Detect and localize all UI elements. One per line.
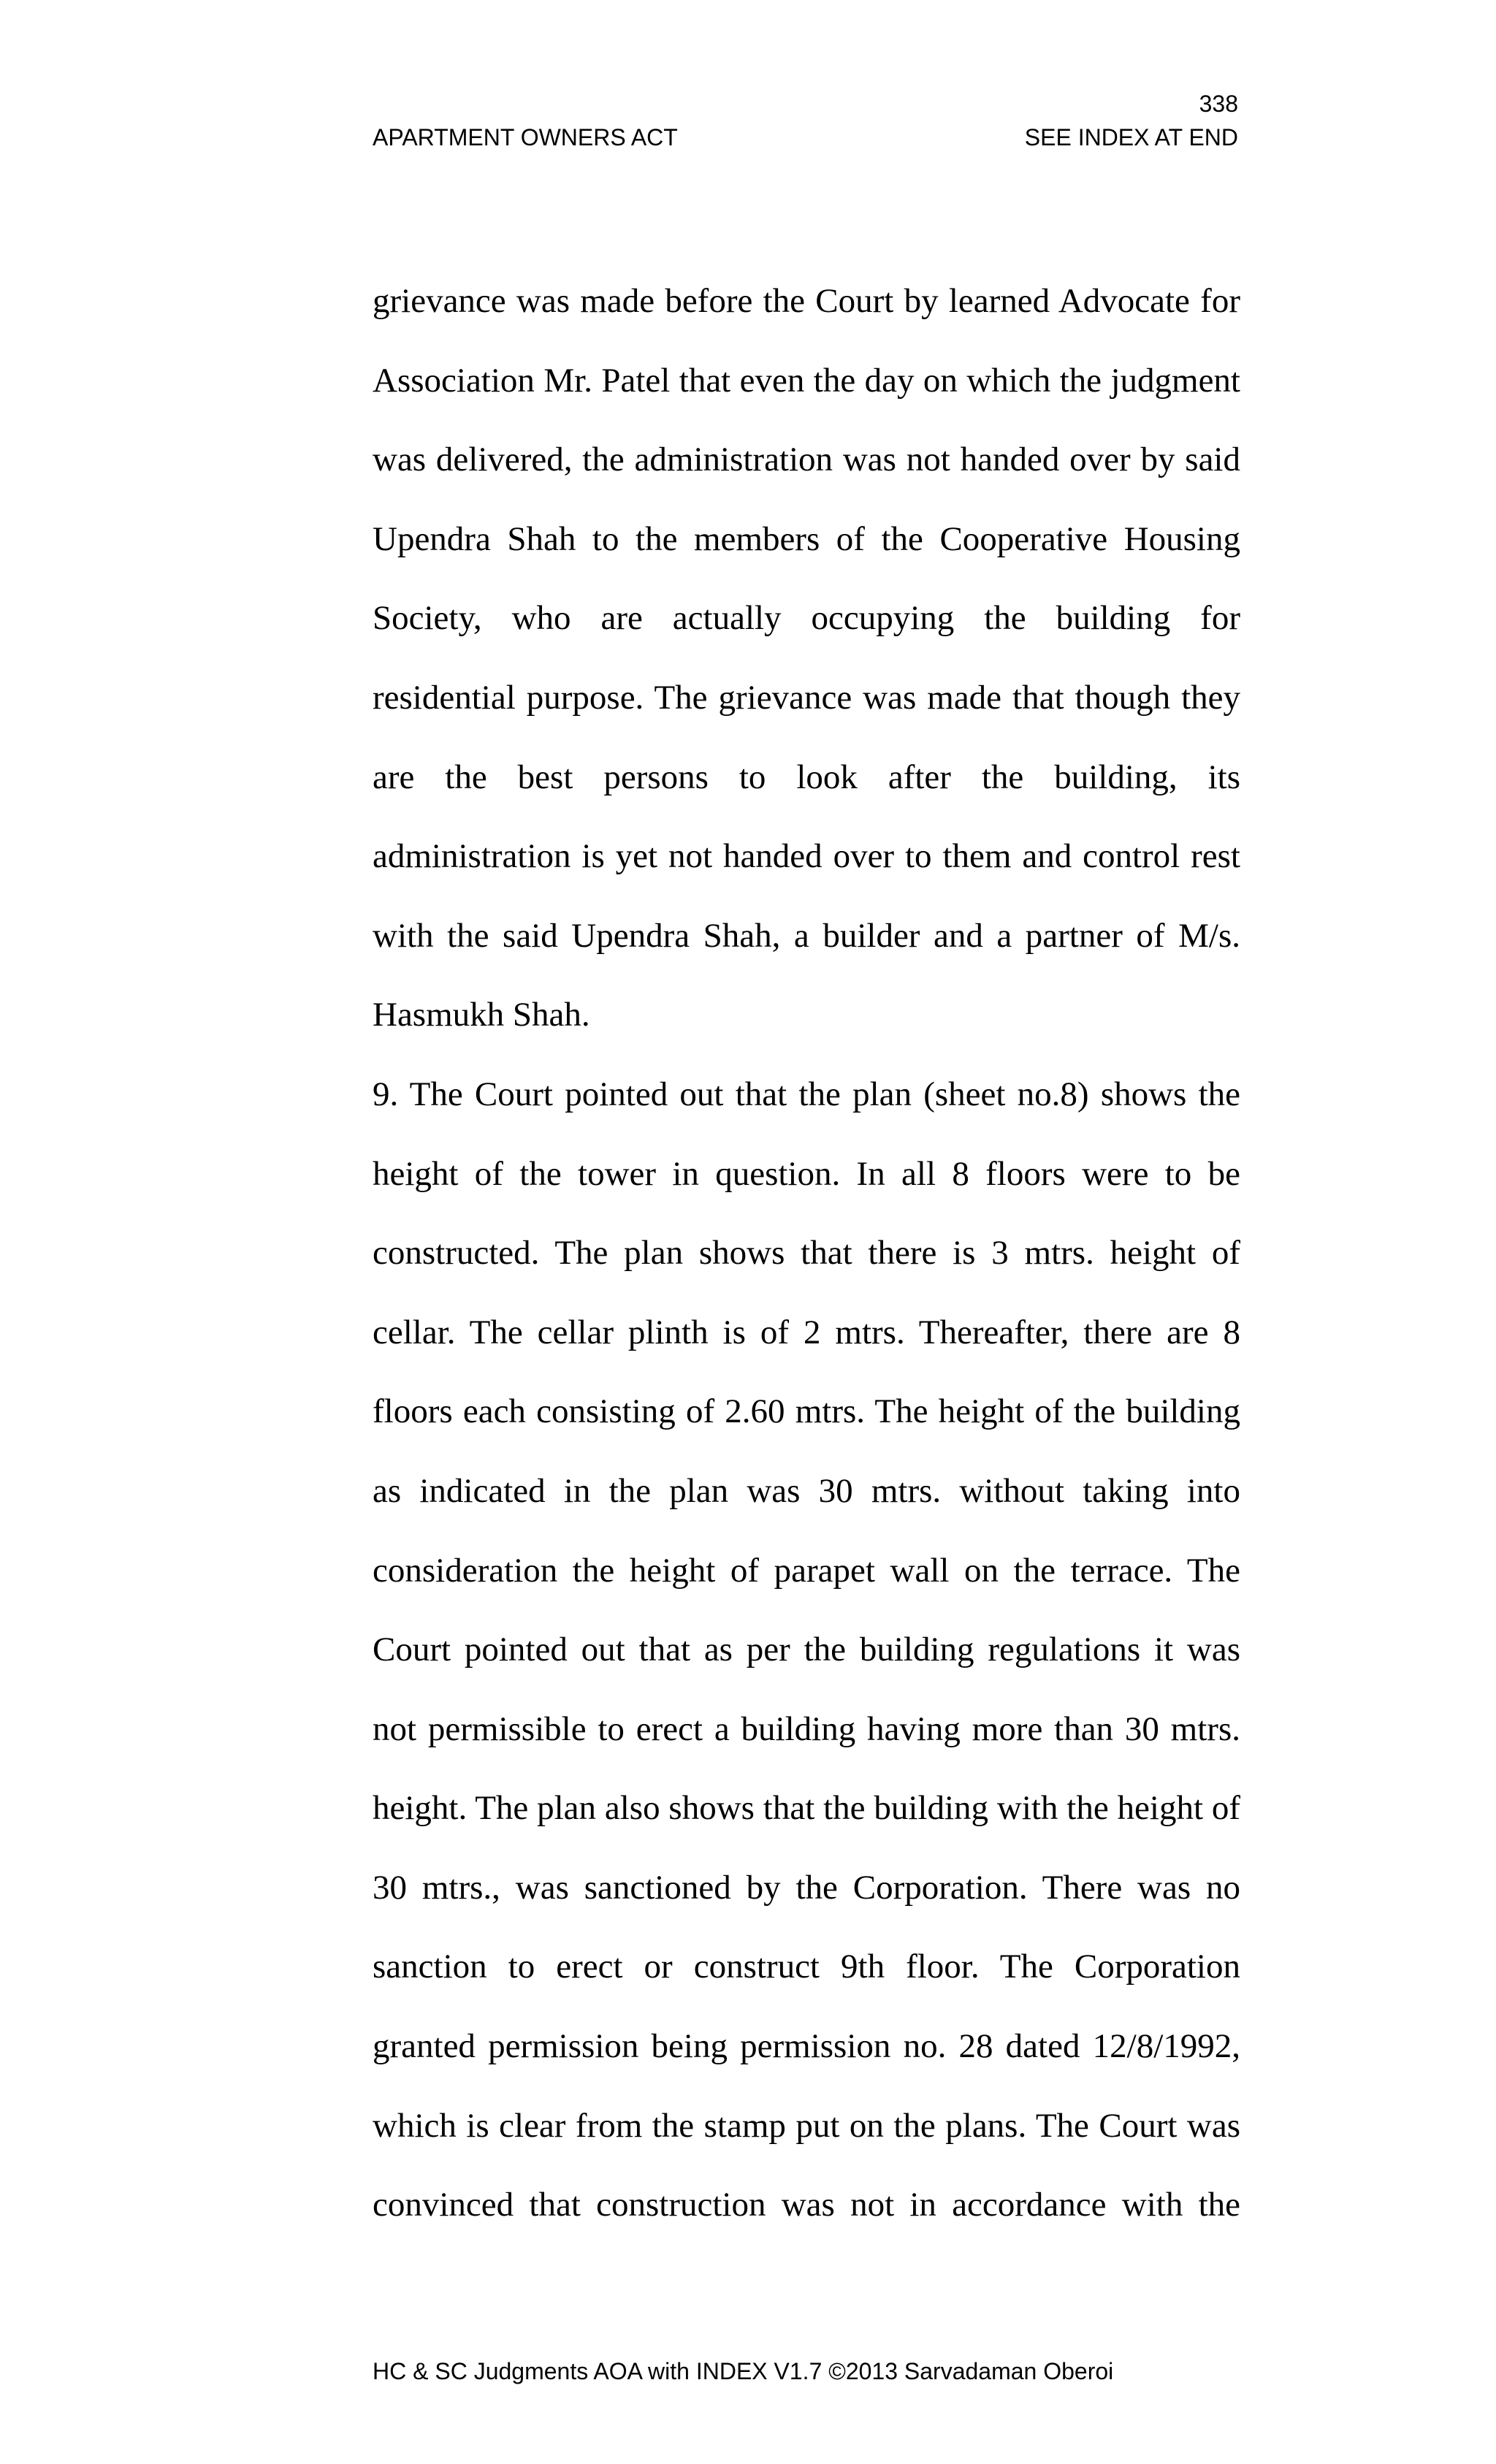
page-footer: HC & SC Judgments AOA with INDEX V1.7 ©2013 Sarvadaman Oberoi	[373, 2358, 1114, 2384]
running-header-title: APARTMENT OWNERS ACT	[373, 124, 678, 150]
paragraph-2: 9. The Court pointed out that the plan (sheet no.8) shows the height of the tower in question. In all 8 floors were to be constructed. The plan shows that there is 3 mtrs. height of cellar. The cellar plinth is of 2 mtrs. Thereafter, there are 8 floors each consisting of 2.60 mtrs. The height of the building as indicated in the plan was 30 mtrs. without taking into consideration the height of parapet wall on the terrace. The Court pointed out that as per the building regulations it was not permissible to erect a building having more than 30 mtrs. height. The plan also shows that the building with the height of 30 mtrs., was sanctioned by the Corporation. There was no sanction to erect or construct 9th floor. The Corporation granted permission being permission no. 28 dated 12/8/1992, which is clear from the stamp put on the plans. The Court was convinced that construction was not in accordance with the	[373, 1075, 1240, 2224]
document-body	[373, 262, 1240, 2245]
running-header-index-note: SEE INDEX AT END	[1024, 124, 1238, 150]
page-number: 338	[1199, 91, 1238, 117]
paragraph-1: grievance was made before the Court by learned Advocate for Association Mr. Patel that even the day on which the judgment was delivered, the administration was not handed over by said Upendra Shah to the members of the Cooperative Housing Society, who are actually occupying the building for residential purpose. The grievance was made that though they are the best persons to look after the building, its administration is yet not handed over to them and control rest with the said Upendra Shah, a builder and a partner of M/s. Hasmukh Shah.	[373, 282, 1240, 1034]
